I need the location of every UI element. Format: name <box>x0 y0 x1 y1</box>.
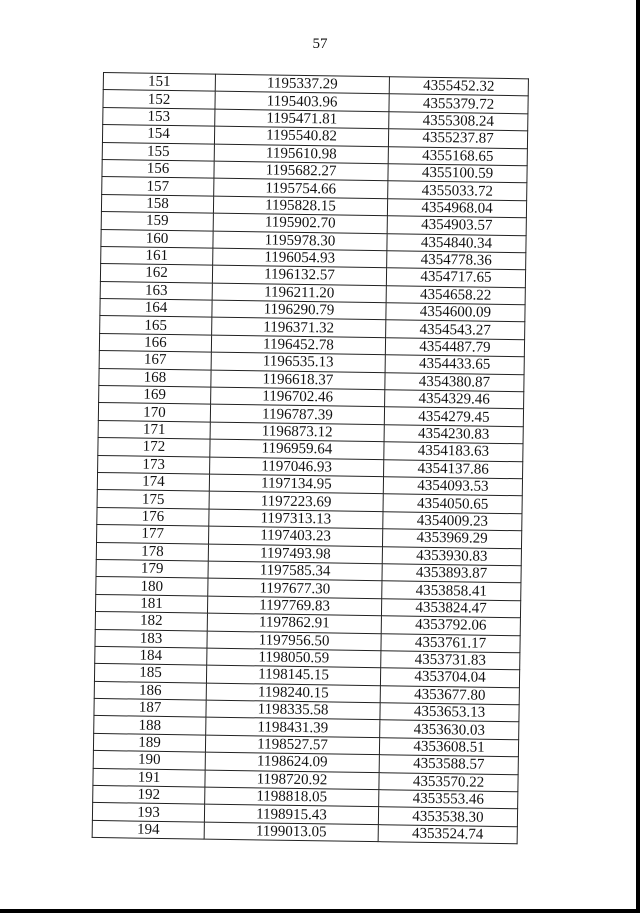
y-coordinate-cell: 4353930.83 <box>382 546 521 565</box>
x-coordinate-cell: 1196132.57 <box>212 265 386 285</box>
y-coordinate-cell: 4354840.34 <box>387 233 526 252</box>
point-number-cell: 192 <box>93 785 205 804</box>
point-number-cell: 176 <box>97 507 209 526</box>
y-coordinate-cell: 4353858.41 <box>382 581 521 600</box>
point-number-cell: 167 <box>99 351 211 370</box>
point-number-cell: 160 <box>101 229 213 248</box>
y-coordinate-cell: 4354717.65 <box>386 268 525 287</box>
point-number-cell: 185 <box>94 664 206 683</box>
point-number-cell: 177 <box>97 525 209 544</box>
point-number-cell: 174 <box>97 472 209 491</box>
point-number-cell: 161 <box>101 246 213 265</box>
point-number-cell: 151 <box>103 73 215 92</box>
x-coordinate-cell: 1195682.27 <box>214 161 388 181</box>
y-coordinate-cell: 4354600.09 <box>386 303 525 322</box>
y-coordinate-cell: 4355308.24 <box>389 112 528 131</box>
x-coordinate-cell: 1197677.30 <box>208 578 382 598</box>
y-coordinate-cell: 4353824.47 <box>381 598 520 617</box>
point-number-cell: 169 <box>99 386 211 405</box>
y-coordinate-cell: 4354903.57 <box>387 216 526 235</box>
point-number-cell: 156 <box>102 159 214 178</box>
x-coordinate-cell: 1195828.15 <box>213 196 387 216</box>
point-number-cell: 154 <box>102 125 214 144</box>
point-number-cell: 178 <box>96 542 208 561</box>
x-coordinate-cell: 1195754.66 <box>214 179 388 199</box>
x-coordinate-cell: 1197493.98 <box>208 544 382 564</box>
x-coordinate-cell: 1197223.69 <box>209 491 383 511</box>
x-coordinate-cell: 1198431.39 <box>206 718 380 738</box>
point-number-cell: 193 <box>92 803 204 822</box>
point-number-cell: 163 <box>100 281 212 300</box>
y-coordinate-cell: 4354230.83 <box>384 425 523 444</box>
point-number-cell: 179 <box>96 559 208 578</box>
point-number-cell: 166 <box>99 333 211 352</box>
y-coordinate-cell: 4353761.17 <box>381 633 520 652</box>
x-coordinate-cell: 1197862.91 <box>207 613 381 633</box>
x-coordinate-cell: 1195337.29 <box>215 74 389 94</box>
y-coordinate-cell: 4354329.46 <box>385 390 524 409</box>
x-coordinate-cell: 1195978.30 <box>213 231 387 251</box>
x-coordinate-cell: 1198720.92 <box>205 770 379 790</box>
y-coordinate-cell: 4354183.63 <box>384 442 523 461</box>
x-coordinate-cell: 1196702.46 <box>211 387 385 407</box>
x-coordinate-cell: 1197046.93 <box>210 457 384 477</box>
x-coordinate-cell: 1198624.09 <box>205 752 379 772</box>
x-coordinate-cell: 1196959.64 <box>210 439 384 459</box>
x-coordinate-cell: 1195540.82 <box>214 126 388 146</box>
point-number-cell: 168 <box>99 368 211 387</box>
point-number-cell: 152 <box>103 90 215 109</box>
point-number-cell: 190 <box>93 751 205 770</box>
point-number-cell: 188 <box>94 716 206 735</box>
y-coordinate-cell: 4353731.83 <box>381 651 520 670</box>
y-coordinate-cell: 4353608.51 <box>379 738 518 757</box>
y-coordinate-cell: 4355033.72 <box>388 181 527 200</box>
coordinate-table <box>92 72 529 844</box>
point-number-cell: 157 <box>102 177 214 196</box>
y-coordinate-cell: 4353969.29 <box>382 529 521 548</box>
x-coordinate-cell: 1195403.96 <box>215 92 389 112</box>
x-coordinate-cell: 1196371.32 <box>212 318 386 338</box>
point-number-cell: 191 <box>93 768 205 787</box>
x-coordinate-cell: 1196535.13 <box>211 352 385 372</box>
point-number-cell: 194 <box>92 820 204 839</box>
y-coordinate-cell: 4353570.22 <box>379 772 518 791</box>
x-coordinate-cell: 1195610.98 <box>214 144 388 164</box>
y-coordinate-cell: 4353630.03 <box>380 720 519 739</box>
point-number-cell: 189 <box>93 733 205 752</box>
point-number-cell: 170 <box>98 403 210 422</box>
y-coordinate-cell: 4354968.04 <box>387 198 526 217</box>
y-coordinate-cell: 4354380.87 <box>385 372 524 391</box>
y-coordinate-cell: 4355452.32 <box>389 77 528 96</box>
y-coordinate-cell: 4355168.65 <box>388 146 527 165</box>
point-number-cell: 172 <box>98 438 210 457</box>
x-coordinate-cell: 1196787.39 <box>210 405 384 425</box>
y-coordinate-cell: 4353588.57 <box>379 755 518 774</box>
y-coordinate-cell: 4354433.65 <box>385 355 524 374</box>
x-coordinate-cell: 1197403.23 <box>209 526 383 546</box>
x-coordinate-cell: 1195471.81 <box>215 109 389 129</box>
point-number-cell: 159 <box>101 212 213 231</box>
point-number-cell: 165 <box>100 316 212 335</box>
coordinate-table-body <box>92 73 528 844</box>
point-number-cell: 171 <box>98 420 210 439</box>
x-coordinate-cell: 1197956.50 <box>207 631 381 651</box>
y-coordinate-cell: 4355100.59 <box>388 164 527 183</box>
x-coordinate-cell: 1197769.83 <box>207 596 381 616</box>
y-coordinate-cell: 4354778.36 <box>387 251 526 270</box>
y-coordinate-cell: 4353893.87 <box>382 564 521 583</box>
x-coordinate-cell: 1195902.70 <box>213 213 387 233</box>
y-coordinate-cell: 4354009.23 <box>383 511 522 530</box>
point-number-cell: 180 <box>96 577 208 596</box>
x-coordinate-cell: 1198818.05 <box>205 787 379 807</box>
x-coordinate-cell: 1196054.93 <box>213 248 387 268</box>
point-number-cell: 175 <box>97 490 209 509</box>
y-coordinate-cell: 4354050.65 <box>383 494 522 513</box>
point-number-cell: 153 <box>103 107 215 126</box>
y-coordinate-cell: 4354137.86 <box>384 459 523 478</box>
point-number-cell: 155 <box>102 142 214 161</box>
y-coordinate-cell: 4355379.72 <box>389 94 528 113</box>
x-coordinate-cell: 1196873.12 <box>210 422 384 442</box>
y-coordinate-cell: 4354487.79 <box>385 338 524 357</box>
x-coordinate-cell: 1196211.20 <box>212 283 386 303</box>
point-number-cell: 158 <box>101 194 213 213</box>
point-number-cell: 181 <box>95 594 207 613</box>
x-coordinate-cell: 1198335.58 <box>206 700 380 720</box>
x-coordinate-cell: 1198240.15 <box>206 683 380 703</box>
page-number: 57 <box>312 36 328 52</box>
x-coordinate-cell: 1198527.57 <box>205 735 379 755</box>
x-coordinate-cell: 1197585.34 <box>208 561 382 581</box>
point-number-cell: 164 <box>100 299 212 318</box>
y-coordinate-cell: 4354543.27 <box>386 320 525 339</box>
y-coordinate-cell: 4353653.13 <box>380 703 519 722</box>
x-coordinate-cell: 1198145.15 <box>206 665 380 685</box>
x-coordinate-cell: 1198915.43 <box>204 804 378 824</box>
x-coordinate-cell: 1196618.37 <box>211 370 385 390</box>
point-number-cell: 186 <box>94 681 206 700</box>
point-number-cell: 162 <box>100 264 212 283</box>
y-coordinate-cell: 4355237.87 <box>388 129 527 148</box>
y-coordinate-cell: 4353792.06 <box>381 616 520 635</box>
point-number-cell: 187 <box>94 699 206 718</box>
x-coordinate-cell: 1198050.59 <box>207 648 381 668</box>
y-coordinate-cell: 4353677.80 <box>380 685 519 704</box>
y-coordinate-cell: 4354093.53 <box>383 477 522 496</box>
point-number-cell: 182 <box>95 612 207 631</box>
y-coordinate-cell: 4353524.74 <box>378 824 517 843</box>
x-coordinate-cell: 1197134.95 <box>209 474 383 494</box>
x-coordinate-cell: 1197313.13 <box>209 509 383 529</box>
x-coordinate-cell: 1196452.78 <box>211 335 385 355</box>
y-coordinate-cell: 4354658.22 <box>386 285 525 304</box>
point-number-cell: 184 <box>95 646 207 665</box>
y-coordinate-cell: 4354279.45 <box>384 407 523 426</box>
point-number-cell: 183 <box>95 629 207 648</box>
x-coordinate-cell: 1199013.05 <box>204 822 378 842</box>
point-number-cell: 173 <box>98 455 210 474</box>
y-coordinate-cell: 4353553.46 <box>379 790 518 809</box>
x-coordinate-cell: 1196290.79 <box>212 300 386 320</box>
y-coordinate-cell: 4353538.30 <box>378 807 517 826</box>
y-coordinate-cell: 4353704.04 <box>380 668 519 687</box>
